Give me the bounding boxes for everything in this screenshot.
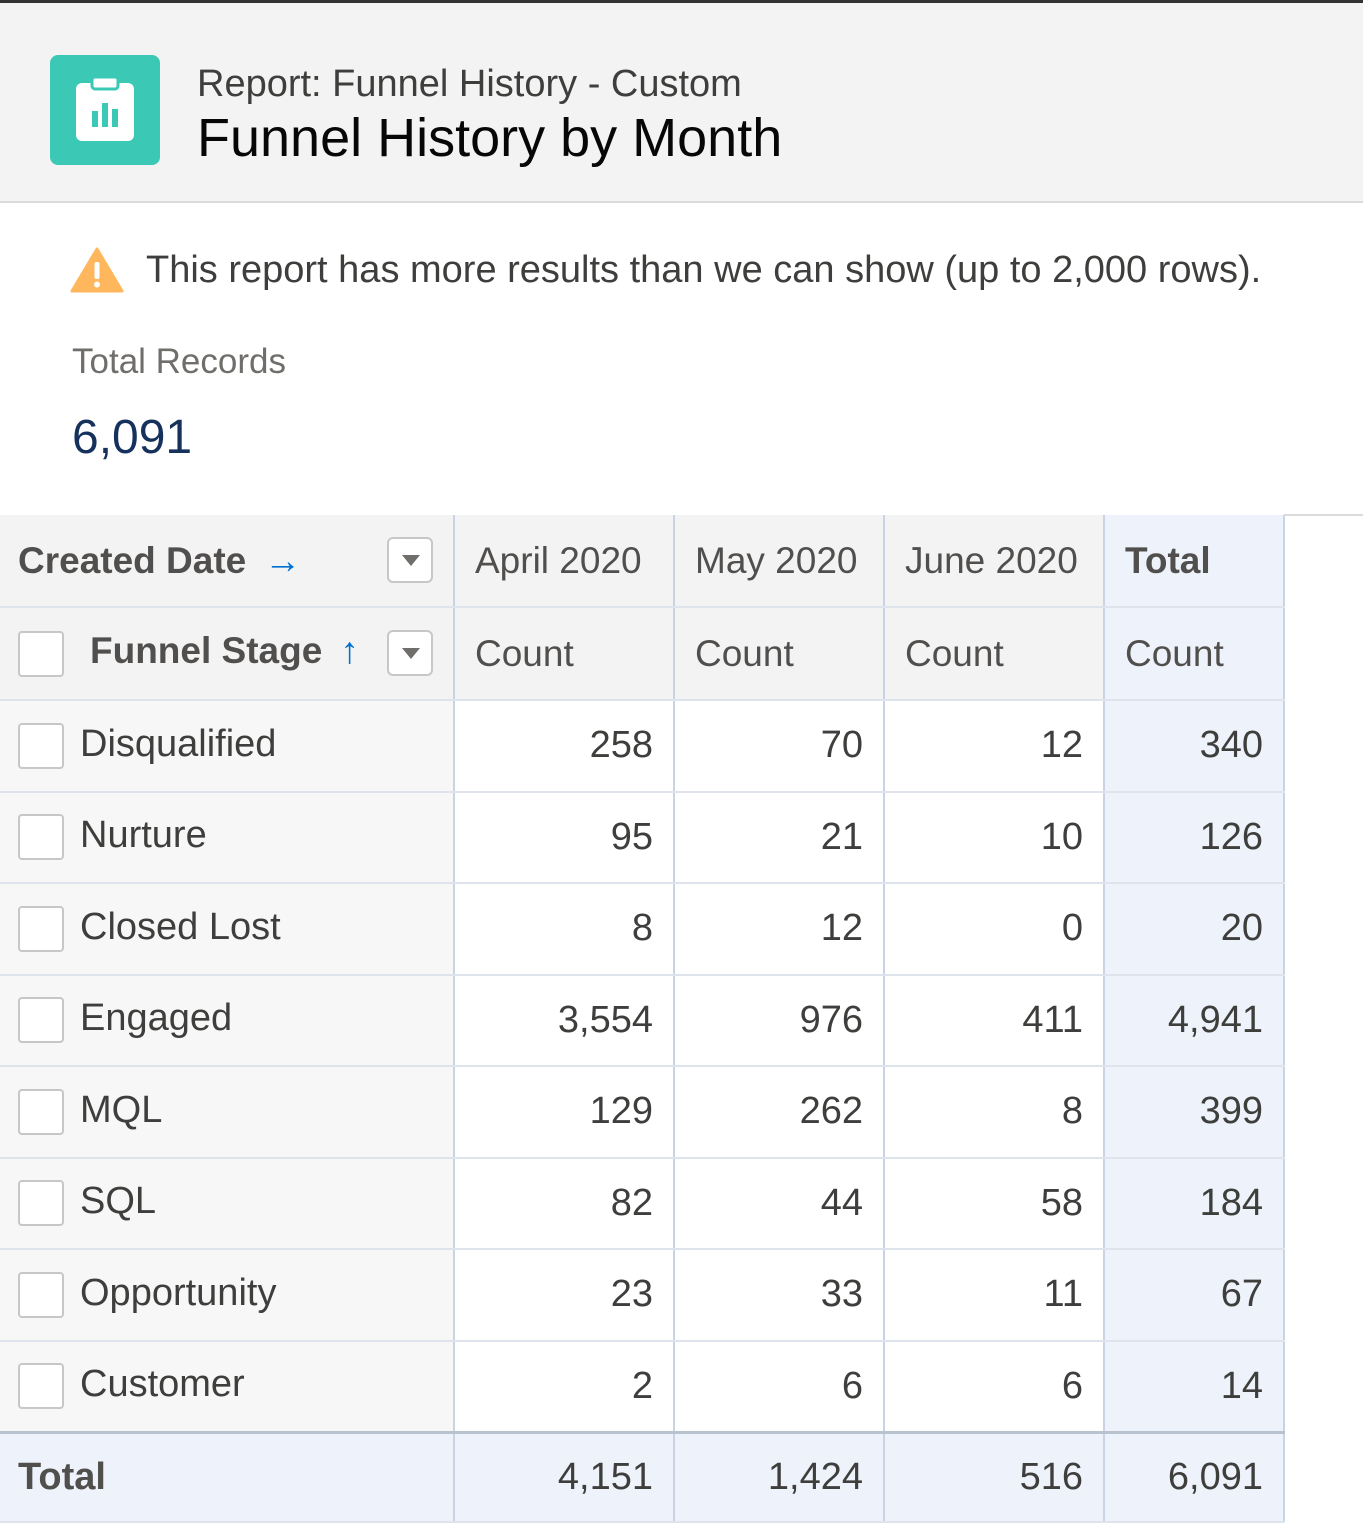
row-total-cell: 67 [1104,1249,1284,1341]
page-title: Funnel History by Month [197,108,783,168]
page-header [0,0,1363,203]
count-cell: 21 [674,792,884,884]
count-cell: 11 [884,1249,1104,1341]
row-checkbox[interactable] [18,723,64,769]
table-row [0,700,1284,792]
column-group-header-row [0,515,1284,607]
row-group-dropdown-button[interactable] [387,630,433,676]
column-group-label: Created Date [18,539,247,581]
row-total-cell: 399 [1104,1066,1284,1158]
row-checkbox[interactable] [18,814,64,860]
stage-name: Disqualified [80,722,277,765]
count-cell: 8 [884,1066,1104,1158]
count-cell: 0 [884,883,1104,975]
grand-total-cell: 6,091 [1104,1432,1284,1522]
total-records-label: Total Records [72,342,286,381]
divider [1284,514,1363,516]
stage-name: Opportunity [80,1271,277,1314]
table-row [0,883,1284,975]
column-group-dropdown-button[interactable] [387,537,433,583]
count-cell: 129 [454,1066,674,1158]
grand-total-label: Total [0,1432,454,1522]
report-icon [50,55,160,165]
total-records-value: 6,091 [72,411,193,464]
stage-name: Nurture [80,814,207,857]
stage-name: Customer [80,1363,245,1406]
count-cell: 6 [884,1341,1104,1433]
count-cell: 44 [674,1158,884,1250]
count-cell: 23 [454,1249,674,1341]
stage-name: Engaged [80,997,233,1040]
row-group-header-row [0,607,1284,700]
table-row [0,1066,1284,1158]
row-total-cell: 20 [1104,883,1284,975]
row-limit-warning [70,245,1261,295]
column-group-header [0,515,454,607]
count-cell: 262 [674,1066,884,1158]
count-cell: 82 [454,1158,674,1250]
stage-name: MQL [80,1088,163,1131]
row-label-cell [0,1341,454,1433]
count-cell: 95 [454,792,674,884]
grand-total-row [0,1432,1284,1522]
warning-text: This report has more results than we can show (up to 2,000 rows). [146,248,1262,291]
row-total-cell: 184 [1104,1158,1284,1250]
count-cell: 12 [884,700,1104,792]
row-group-header [0,607,454,700]
count-cell: 6 [674,1341,884,1433]
table-row [0,792,1284,884]
select-all-checkbox[interactable] [18,631,64,677]
count-cell: 2 [454,1341,674,1433]
row-label-cell [0,883,454,975]
column-header-month[interactable]: May 2020 [674,515,884,607]
count-cell: 33 [674,1249,884,1341]
row-label-cell [0,975,454,1067]
row-checkbox[interactable] [18,1180,64,1226]
count-cell: 58 [884,1158,1104,1250]
row-label-cell [0,1249,454,1341]
column-header-month[interactable]: June 2020 [884,515,1104,607]
row-total-cell: 4,941 [1104,975,1284,1067]
count-cell: 70 [674,700,884,792]
stage-name: SQL [80,1180,157,1223]
count-cell: 258 [454,700,674,792]
column-total-cell: 516 [884,1432,1104,1522]
row-total-cell: 14 [1104,1341,1284,1433]
column-header-month[interactable]: April 2020 [454,515,674,607]
sort-ascending-icon[interactable]: ↑ [340,630,359,672]
row-label-cell [0,792,454,884]
column-total-cell: 4,151 [454,1432,674,1522]
measure-header: Count [674,607,884,700]
count-cell: 8 [454,883,674,975]
stage-name: Closed Lost [80,905,281,948]
measure-header: Count [1104,607,1284,700]
count-cell: 411 [884,975,1104,1067]
row-checkbox[interactable] [18,997,64,1043]
row-label-cell [0,1066,454,1158]
row-checkbox[interactable] [18,906,64,952]
count-cell: 3,554 [454,975,674,1067]
row-label-cell [0,700,454,792]
row-label-cell [0,1158,454,1250]
table-row [0,1341,1284,1433]
table-row [0,1158,1284,1250]
row-total-cell: 126 [1104,792,1284,884]
column-header-total: Total [1104,515,1284,607]
count-cell: 10 [884,792,1104,884]
row-total-cell: 340 [1104,700,1284,792]
column-total-cell: 1,424 [674,1432,884,1522]
row-checkbox[interactable] [18,1089,64,1135]
table-row [0,1249,1284,1341]
report-matrix-table [0,515,1285,1523]
count-cell: 12 [674,883,884,975]
warning-icon [70,247,124,293]
measure-header: Count [454,607,674,700]
measure-header: Count [884,607,1104,700]
row-group-label[interactable]: Funnel Stage [90,630,323,672]
report-type-label: Report: Funnel History - Custom [197,63,742,105]
right-arrow-icon: → [264,539,302,581]
count-cell: 976 [674,975,884,1067]
row-checkbox[interactable] [18,1272,64,1318]
row-checkbox[interactable] [18,1363,64,1409]
table-row [0,975,1284,1067]
